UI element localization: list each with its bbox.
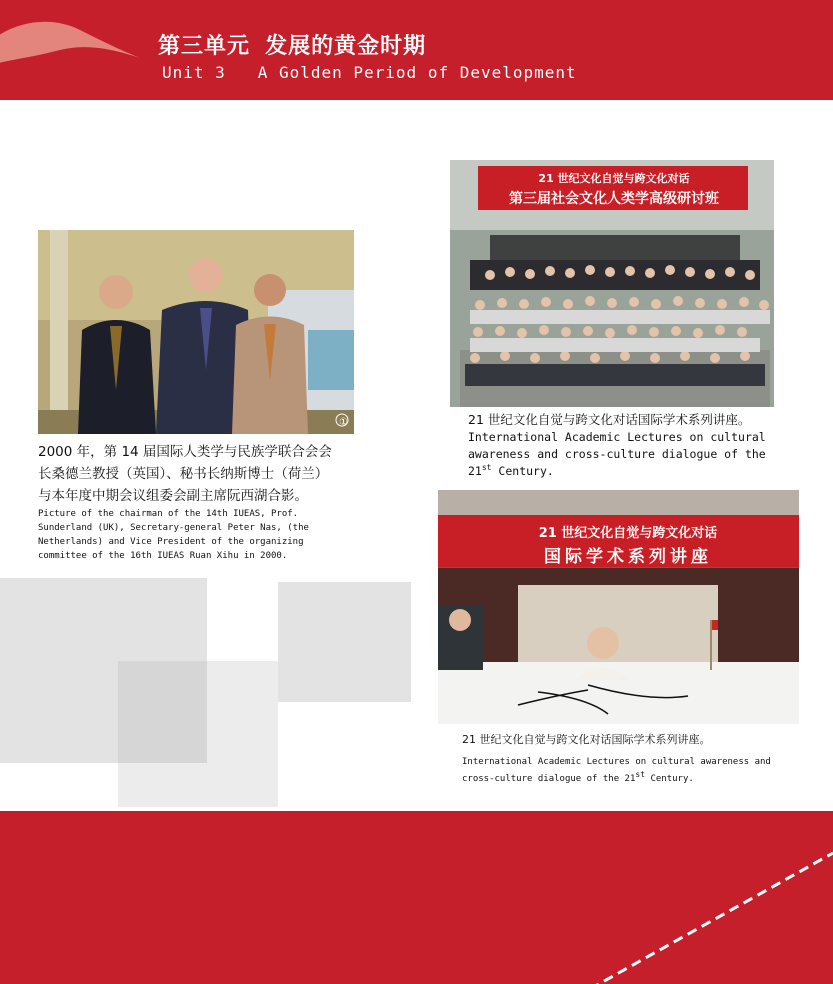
caption-en-line: Picture of the chairman of the 14th IUEAS, Prof. [38,509,299,519]
photo2-caption-cn: 21 世纪文化自觉与跨文化对话国际学术系列讲座。 [468,412,751,427]
photo3-caption-en [462,754,771,788]
photo3-caption-cn: 21 世纪文化自觉与跨文化对话国际学术系列讲座。 [462,733,711,746]
caption-en-line: Netherlands) and Vice President of the organizing [38,537,304,547]
photo2-caption-en [468,429,766,480]
photo3-banner-line2: 国际学术系列讲座 [544,547,712,567]
photo1-caption-en [38,507,309,563]
photo-group-seminar [450,160,774,407]
unit-title-en: Unit 3 A Golden Period of Development [162,63,577,82]
dashed-line-icon [0,811,833,984]
caption-en-line [468,463,766,480]
photo-lecture-speaker [438,490,799,724]
caption-cn-line: 2000 年，第 14 届国际人类学与民族学联合会会 [38,444,332,460]
unit-title-cn [158,31,426,61]
unit-title-cn-part1: 第三单元 [158,33,251,59]
caption-en-line [462,771,771,788]
decorative-square [278,582,411,702]
caption-en-text: cross-culture dialogue of the 21 [462,774,636,784]
photo-three-men [38,230,354,434]
header-band [0,0,833,100]
caption-en-line: committee of the 16th IUEAS Ruan Xihu in 2000. [38,551,288,561]
photo-number: ① [339,417,348,428]
caption-cn-line: 长桑德兰教授（英国）、秘书长纳斯博士（荷兰） [38,466,329,482]
photo2-banner-line1: 21 世纪文化自觉与跨文化对话 [538,172,690,185]
caption-en-line: International Academic Lectures on cultural [468,430,766,444]
footer-band [0,811,833,984]
caption-en-line: International Academic Lectures on cultural awareness and [462,757,771,767]
photo1-caption-cn [38,441,332,507]
caption-en-text: Century. [645,774,694,784]
caption-en-text: Century. [491,464,554,478]
caption-en-line: Sunderland (UK), Secretary-general Peter Nas, (the [38,523,309,533]
photo3-banner-line1: 21 世纪文化自觉与跨文化对话 [538,526,718,541]
caption-en-sup: st [481,463,492,473]
photo2-banner-line2: 第三届社会文化人类学高级研讨班 [509,191,719,207]
caption-en-sup: st [635,770,646,779]
unit-title-cn-part2: 发展的黄金时期 [265,33,427,59]
caption-en-line: awareness and cross-culture dialogue of the [468,447,766,461]
caption-en-text: 21 [468,464,482,478]
caption-cn-line: 与本年度中期会议组委会副主席阮西湖合影。 [38,488,308,504]
decorative-square-overlap [118,661,207,763]
swoosh-decoration-icon [0,10,150,70]
